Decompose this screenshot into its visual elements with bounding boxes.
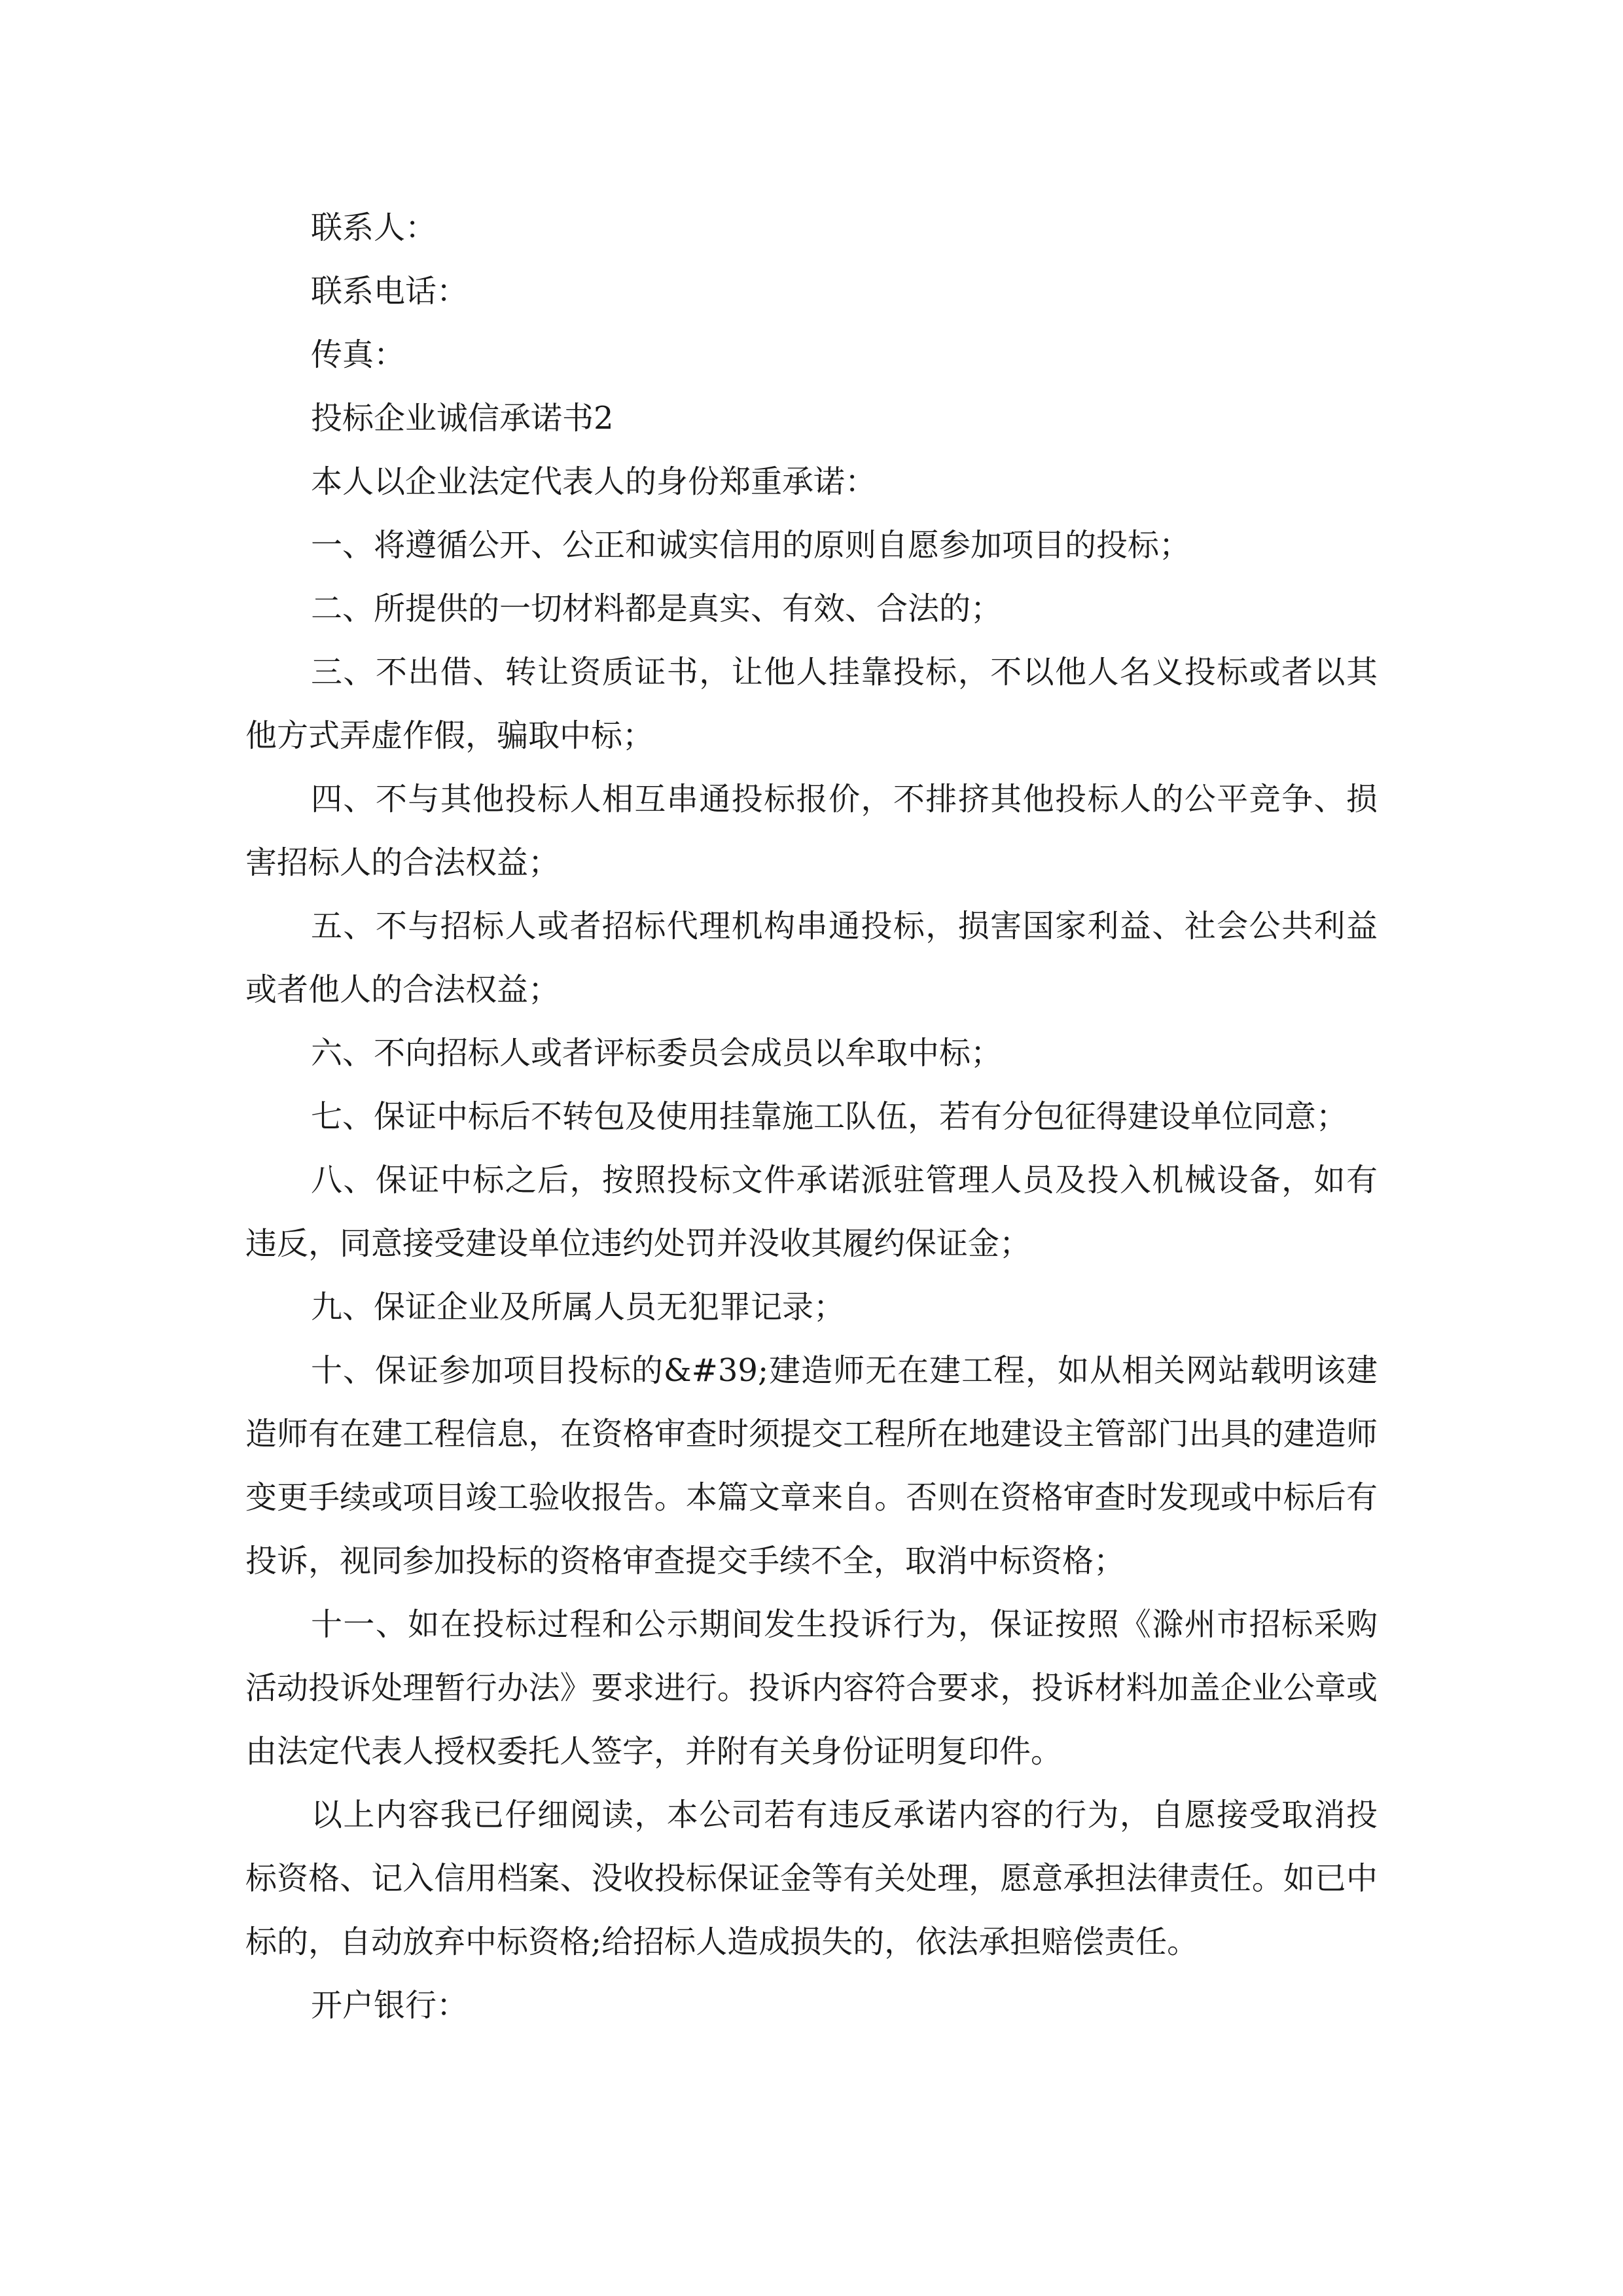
commitment-item-5: 五、不与招标人或者招标代理机构串通投标，损害国家利益、社会公共利益或者他人的合法权益； xyxy=(245,908,1378,1008)
commitment-item-9: 九、保证企业及所属人员无犯罪记录； xyxy=(311,1289,846,1325)
commitment-intro: 本人以企业法定代表人的身份郑重承诺： xyxy=(311,463,877,500)
document-title: 投标企业诚信承诺书2 xyxy=(311,400,614,437)
contact-phone-line: 联系电话： xyxy=(311,273,469,310)
contact-person-line: 联系人： xyxy=(311,209,437,246)
commitment-item-8: 八、保证中标之后，按照投标文件承诺派驻管理人员及投入机械设备，如有违反，同意接受建设单位违约处罚并没收其履约保证金； xyxy=(245,1162,1378,1262)
commitment-item-11: 十一、如在投标过程和公示期间发生投诉行为，保证按照《滁州市招标采购活动投诉处理暂行办法》要求进行。投诉内容符合要求，投诉材料加盖企业公章或由法定代表人授权委托人签字，并附有关身份证明复印件。 xyxy=(245,1606,1378,1770)
closing-statement: 以上内容我已仔细阅读，本公司若有违反承诺内容的行为，自愿接受取消投标资格、记入信用档案、没收投标保证金等有关处理，愿意承担法律责任。如已中标的，自动放弃中标资格;给招标人造成损失的，依法承担赔偿责任。 xyxy=(245,1797,1378,1960)
fax-line: 传真： xyxy=(311,336,406,373)
commitment-item-1: 一、将遵循公开、公正和诚实信用的原则自愿参加项目的投标； xyxy=(311,527,1191,564)
commitment-item-10: 十、保证参加项目投标的&#39;建造师无在建工程，如从相关网站载明该建造师有在建工程信息，在资格审查时须提交工程所在地建设主管部门出具的建造师变更手续或项目竣工验收报告。本篇文章来自。否则在资格审查时发现或中标后有投诉，视同参加投标的资格审查提交手续不全，取消中标资格； xyxy=(245,1352,1378,1579)
bank-line: 开户银行： xyxy=(311,1987,469,2024)
document-body xyxy=(245,196,1378,2037)
commitment-item-6: 六、不向招标人或者评标委员会成员以牟取中标； xyxy=(311,1035,1003,1071)
commitment-item-2: 二、所提供的一切材料都是真实、有效、合法的； xyxy=(311,590,1003,627)
commitment-item-7: 七、保证中标后不转包及使用挂靠施工队伍，若有分包征得建设单位同意； xyxy=(311,1098,1348,1135)
commitment-item-3: 三、不出借、转让资质证书，让他人挂靠投标，不以他人名义投标或者以其他方式弄虚作假，骗取中标； xyxy=(245,654,1378,754)
commitment-item-4: 四、不与其他投标人相互串通投标报价，不排挤其他投标人的公平竞争、损害招标人的合法权益； xyxy=(245,781,1378,881)
